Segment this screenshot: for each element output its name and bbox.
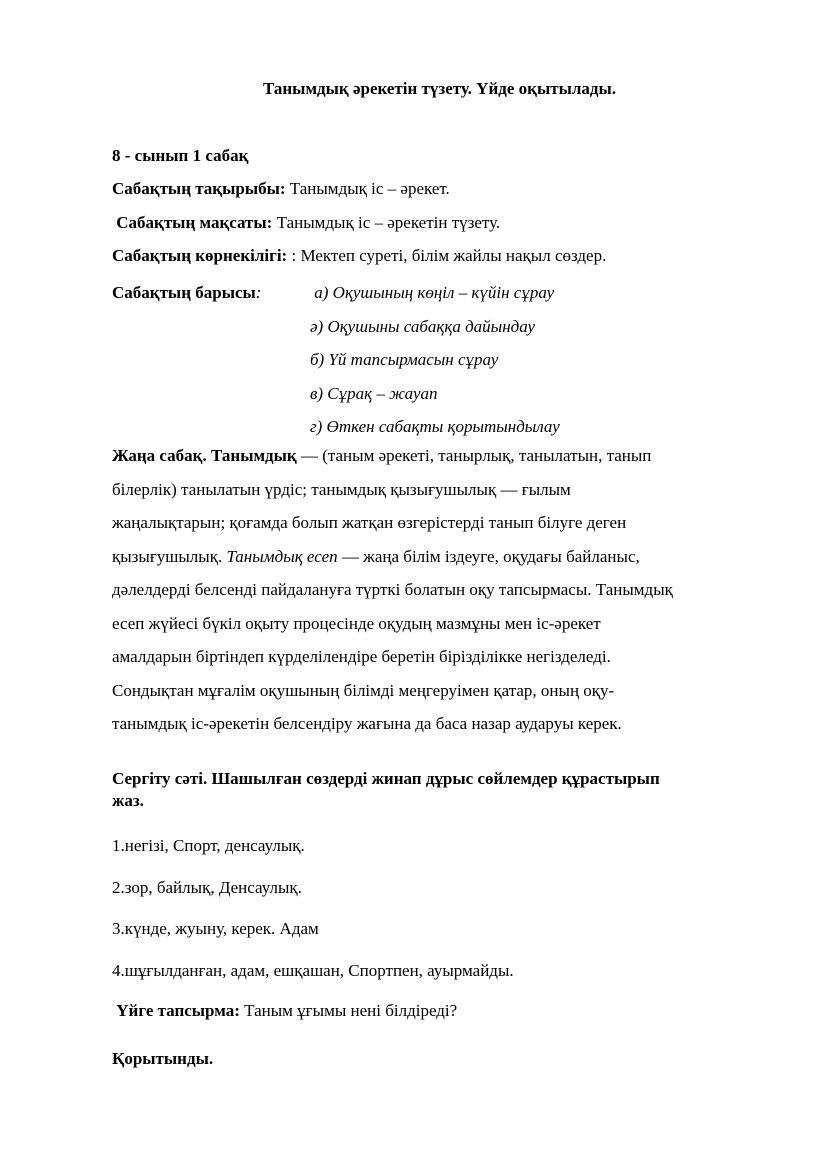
flow-items — [310, 276, 560, 444]
lesson-heading: 8 - сынып 1 сабақ — [112, 146, 249, 165]
lesson-flow — [112, 276, 767, 444]
meta-label: Сабақтың мақсаты: — [112, 212, 273, 232]
meta-text: : Мектеп суреті, білім жайлы нақыл сөздер. — [287, 246, 607, 265]
paragraph-segment: есеп жүйесі бүкіл оқыту процесінде оқудың мазмұны мен іс-әрекет — [112, 613, 601, 633]
warmup-heading-line: жаз. — [112, 791, 144, 811]
paragraph-line — [112, 707, 767, 741]
meta-label: Сабақтың көрнекілігі: — [112, 246, 288, 265]
homework-line — [112, 1000, 767, 1022]
warmup-items — [112, 835, 767, 1001]
paragraph-line — [112, 473, 767, 507]
flow-item: а) Оқушының көңіл – күйін сұрау — [310, 283, 555, 302]
paragraph-segment: — жаңа білім іздеуге, оқудағы байланыс, — [337, 546, 640, 566]
paragraph-line — [112, 439, 767, 473]
paragraph-line — [112, 640, 767, 674]
warmup-item: 1.негізі, Спорт, денсаулық. — [112, 836, 305, 855]
new-lesson-paragraph — [112, 439, 767, 741]
paragraph-line — [112, 506, 767, 540]
lesson-meta — [112, 172, 767, 273]
flow-item: г) Өткен сабақты қорытындылау — [310, 417, 560, 436]
paragraph-segment: Жаңа сабақ. Танымдық — [112, 446, 297, 465]
meta-line — [112, 172, 767, 206]
warmup-item: 3.күнде, жуыну, керек. Адам — [112, 919, 319, 938]
flow-colon: : — [255, 283, 262, 302]
flow-label: Сабақтың барысы — [112, 283, 256, 302]
conclusion-heading: Қорытынды. — [112, 1049, 214, 1068]
meta-label: Сабақтың тақырыбы: — [112, 179, 286, 198]
paragraph-segment: дәлелдерді белсенді пайдалануға түрткі болатын оқу тапсырмасы. Танымдық — [112, 580, 673, 599]
paragraph-line — [112, 607, 767, 641]
meta-line — [112, 239, 767, 273]
paragraph-line — [112, 540, 767, 574]
warmup-heading — [112, 768, 767, 813]
paragraph-line — [112, 674, 767, 708]
paragraph-segment: қызығушылық. — [112, 546, 227, 566]
meta-text: Танымдық іс – әрекет. — [285, 179, 450, 198]
paragraph-segment: танымдық іс-әрекетін белсендіру жағына да баса назар аударуы керек. — [112, 714, 622, 733]
meta-line — [112, 206, 767, 240]
paragraph-segment: жаңалықтарын; қоғамда болып жатқан өзгерістерді танып білуге деген — [112, 513, 627, 532]
paragraph-segment: Танымдық есеп — [226, 546, 338, 566]
flow-label-col — [112, 276, 310, 444]
paragraph-line — [112, 573, 767, 607]
paragraph-segment: Сондықтан мұғалім оқушының білімді меңгеруімен қатар, оның оқу- — [112, 680, 615, 700]
warmup-heading-line: Сергіту сәті. Шашылған сөздерді жинап дұрыс сөйлемдер құрастырып — [112, 769, 660, 788]
flow-item: в) Сұрақ – жауап — [310, 383, 438, 403]
warmup-item: 4.шұғылданған, адам, ешқашан, Спортпен, ауырмайды. — [112, 960, 514, 980]
flow-item: ә) Оқушыны сабаққа дайындау — [310, 316, 536, 336]
paragraph-segment: — (таным әрекеті, танырлық, танылатын, танып — [296, 446, 652, 465]
homework-label: Үйге тапсырма: — [112, 1001, 240, 1020]
meta-text: Танымдық іс – әрекетін түзету. — [272, 212, 501, 232]
flow-item: б) Үй тапсырмасын сұрау — [310, 350, 499, 369]
paragraph-segment: білерлік) танылатын үрдіс; танымдық қызығушылық — ғылым — [112, 479, 571, 499]
warmup-item: 2.зор, байлық, Денсаулық. — [112, 877, 302, 897]
document-title: Танымдық әрекетін түзету. Үйде оқытылады. — [262, 79, 617, 98]
paragraph-segment: амалдарын біртіндеп күрделілендіре беретін бірізділікке негізделеді. — [112, 647, 611, 666]
homework-text: Таным ұғымы нені білдіреді? — [239, 1001, 458, 1020]
